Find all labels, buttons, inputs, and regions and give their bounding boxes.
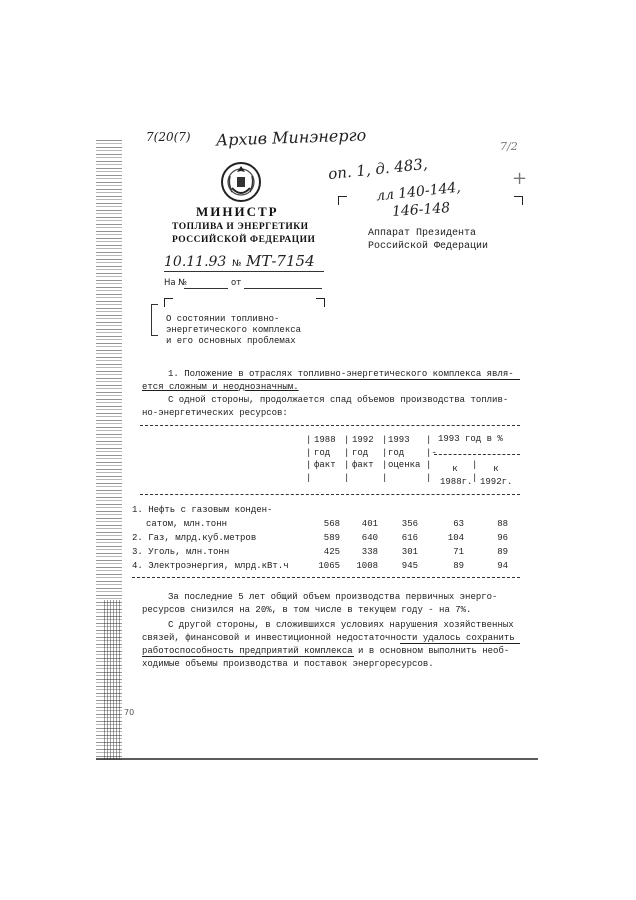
row-3-1993: 301 [401, 547, 418, 557]
handwritten-sheets: лл 140-144, [375, 179, 462, 205]
row-4-1988: 1065 [318, 561, 340, 571]
row-2-1992: 640 [361, 533, 378, 543]
table-col-separator-2: | | | | [344, 435, 350, 483]
handwritten-sheets-2: 146-148 [391, 199, 451, 221]
row-2-pct-1992: 96 [497, 533, 508, 543]
row-4-label: 4. Электроэнергия, млрд.кВт.ч [132, 561, 289, 571]
row-3-pct-1988: 71 [453, 547, 464, 557]
reference-from: от [231, 278, 242, 288]
addressee-line-2: Российской Федерации [368, 241, 489, 252]
row-4-1992: 1008 [356, 561, 378, 571]
subject-line-1: О состоянии топливно- [166, 314, 280, 324]
row-2-1993: 616 [401, 533, 418, 543]
address-corner-right [514, 196, 523, 205]
row-2-1988: 589 [323, 533, 340, 543]
row-4-pct-1988: 89 [453, 561, 464, 571]
row-3-1992: 338 [361, 547, 378, 557]
paragraph-2-line-2: но-энергетических ресурсов: [142, 408, 288, 418]
row-4-1993: 945 [401, 561, 418, 571]
table-col-separator-1: | | | | [306, 435, 312, 483]
paragraph-2-line-1: С одной стороны, продолжается спад объемов производства топлив- [168, 395, 509, 405]
addressee-line-1: Аппарат Президента [368, 228, 477, 239]
handwritten-top-right: 7/2 [500, 140, 518, 153]
subject-bracket [151, 304, 158, 336]
row-3-pct-1992: 89 [497, 547, 508, 557]
paragraph-3-line-1: За последние 5 лет общий объем производства первичных энерго- [168, 592, 498, 602]
paragraph-4-line-3: работоспособность предприятий комплекса и в основном выполнить необ- [142, 646, 510, 656]
row-1-pct-1988: 63 [453, 519, 464, 529]
header-1988: 1988 год факт [314, 435, 336, 470]
row-4-pct-1992: 94 [497, 561, 508, 571]
subject-line-3: и его основных проблемах [166, 336, 296, 346]
row-2-label: 2. Газ, млрд.куб.метров [132, 533, 257, 543]
row-1-1993: 356 [401, 519, 418, 529]
number-sign: № [232, 259, 242, 269]
table-col-separator-5: | | [472, 460, 478, 483]
ministry-subtitle-1: ТОПЛИВА И ЭНЕРГЕТИКИ [172, 222, 309, 232]
page-bottom-edge [96, 758, 538, 760]
handwritten-fond: оп. 1, д. 483, [327, 154, 429, 184]
header-pct-1988: к 1988г. [440, 464, 473, 487]
address-corner-left [338, 196, 347, 205]
row-3-label: 3. Уголь, млн.тонн [132, 547, 230, 557]
row-1-1988: 568 [323, 519, 340, 529]
ministry-subtitle-2: РОССИЙСКОЙ ФЕДЕРАЦИИ [172, 235, 316, 245]
underline-p4-a [400, 643, 520, 644]
document-number: МТ-7154 [246, 252, 315, 270]
header-1993: 1993 год оценка [388, 435, 421, 470]
row-1-label-cont: сатом, млн.тонн [146, 519, 228, 529]
state-emblem [218, 158, 264, 204]
reference-label: На № [164, 278, 188, 288]
paragraph-4-line-2: связей, финансовой и инвестиционной недостаточности удалось сохранить [142, 633, 515, 643]
header-1992: 1992 год факт [352, 435, 374, 470]
table-col-separator-4: | |- | | [426, 435, 437, 483]
subject-corner-left [164, 298, 173, 307]
scan-edge-noise-lower [104, 600, 122, 760]
row-1-1992: 401 [361, 519, 378, 529]
row-2-pct-1988: 104 [447, 533, 464, 543]
ministry-title: МИНИСТР [196, 204, 279, 219]
handwritten-plus-mark: + [512, 168, 528, 189]
underline-p4-b [142, 656, 354, 657]
margin-mark: 70 [124, 708, 135, 717]
header-1993-percent: 1993 год в % [438, 434, 503, 444]
handwritten-top-left: 7(20(7) [146, 130, 191, 144]
row-1-label: 1. Нефть с газовым конден- [132, 505, 273, 515]
underline-p1 [198, 379, 520, 380]
paragraph-3-line-2: ресурсов снизился на 20%, в том числе в текущем году - на 7%. [142, 605, 472, 615]
table-col-separator-3: | | | | [382, 435, 388, 483]
subject-corner-right [316, 298, 325, 307]
header-pct-1992: к 1992г. [480, 464, 513, 487]
paragraph-1-line-2: ется сложным и неоднозначным. [142, 382, 299, 392]
paragraph-4-line-4: ходимые объемы производства и поставок энергоресурсов. [142, 659, 434, 669]
row-1-pct-1992: 88 [497, 519, 508, 529]
subject-line-2: энергетического комплекса [166, 325, 302, 335]
paragraph-4-line-1: С другой стороны, в сложившихся условиях нарушения хозяйственных [168, 620, 514, 630]
document-date: 10.11.93 [164, 254, 227, 270]
handwritten-archive-note: Архив Минэнерго [215, 125, 367, 150]
paragraph-1-line-1: 1. Положение в отраслях топливно-энергетического комплекса явля- [168, 369, 514, 379]
row-3-1988: 425 [323, 547, 340, 557]
